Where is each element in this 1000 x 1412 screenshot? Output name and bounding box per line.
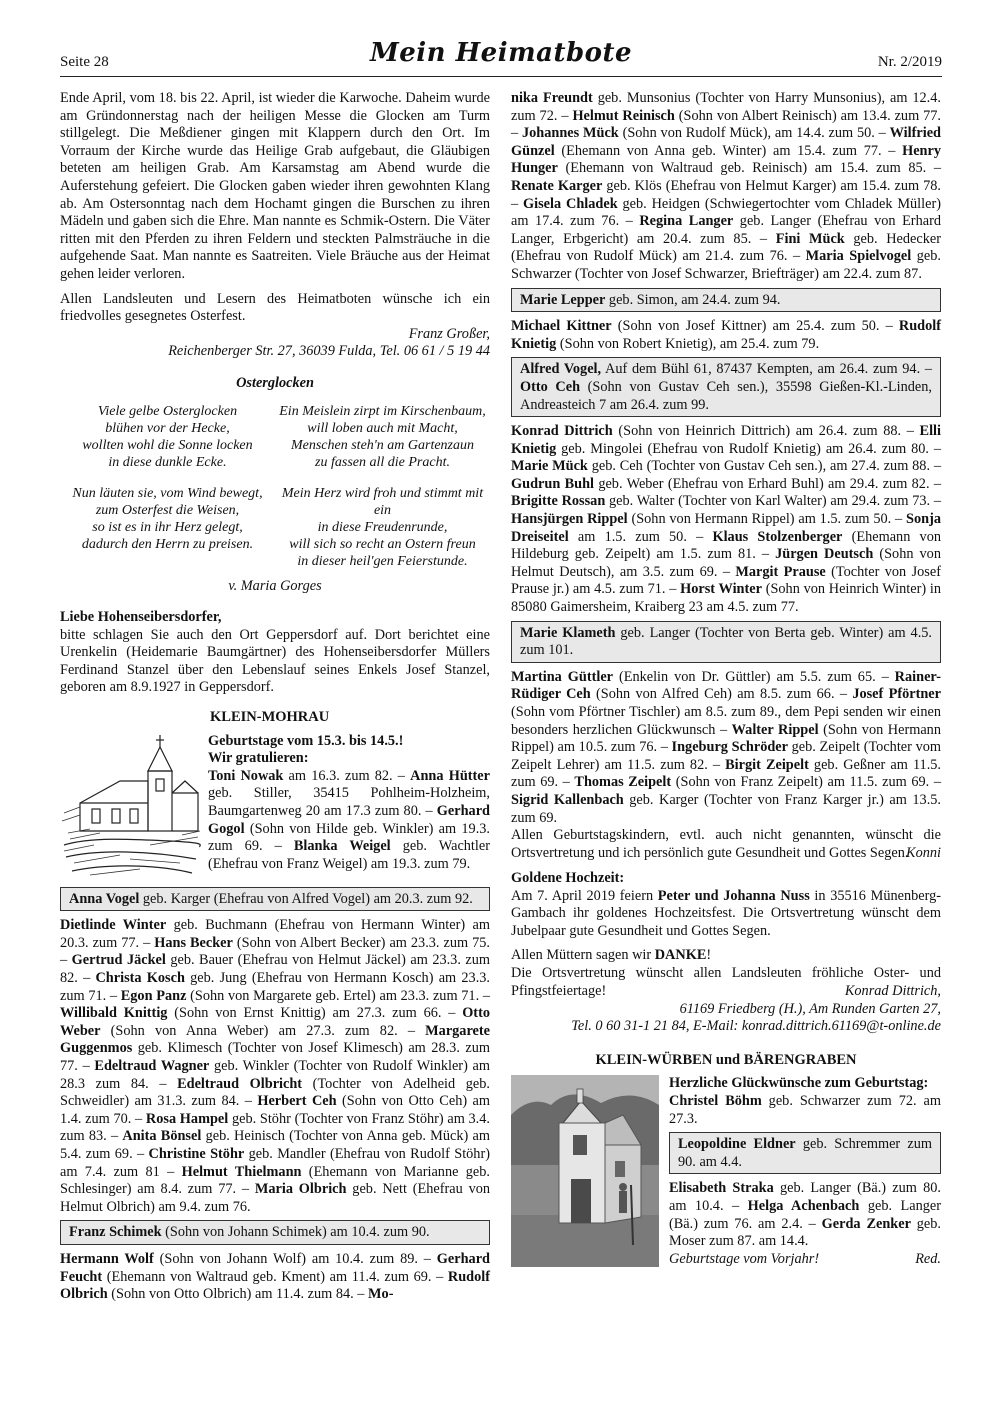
poem-stanza-3: Nun läuten sie, vom Wind bewegt, zum Osterfest die Weisen, so ist es in ihr Herz gelegt, dadurch den Herrn zu preisen.	[72, 485, 263, 552]
birthday-list: Toni Nowak am 16.3. zum 82. – Anna Hütter geb. Stiller, 35415 Pohlheim-Holzheim, Baumgartenweg 20 am 17.3 zum 80. – Gerhard Gogol (Sohn von Hilde geb. Winkler) am 19.3. zum 69. – Blanka Weigel geb. Wachtler (Ehefrau von Franz Weigel) am 19.3. zum 79.	[208, 767, 490, 872]
klein-mohrau-title: KLEIN-MOHRAU	[210, 709, 330, 726]
left-column	[60, 90, 490, 1304]
gold-text: Am 7. April 2019 feiern Peter und Johanna Nuss in 35516 Münenberg-Gambach ihr goldenes Hochzeitsfest. Die Ortsvertretung wünscht dem Jubelpaar gute Gesundheit und Gottes Segen.	[511, 887, 942, 939]
klein-wuerben-text	[669, 1075, 941, 1268]
poem-block-2	[60, 485, 490, 570]
kw-christel: Christel Böhm geb. Schwarzer zum 72. am 27.3.	[669, 1093, 941, 1127]
hohen-heading: Liebe Hohenseibersdorfer,	[60, 609, 222, 626]
page-number: Seite 28	[60, 54, 109, 70]
wish-signature: Franz Großer,	[408, 325, 490, 342]
chapel-photo	[511, 1075, 663, 1270]
greeting-address: 61169 Friedberg (H.), Am Runden Garten 27,	[679, 1000, 941, 1017]
closing-wish: Allen Geburtstagskindern, evtl. auch nicht genannten, wünscht die Ortsvertretung und ich persönlich gute Gesundheit und Gottes Segen.	[511, 827, 941, 861]
congrats-heading: Wir gratulieren:	[208, 750, 309, 767]
poem-stanza-2: Ein Meislein zirpt im Kirschenbaum, will loben auch mit Macht, Menschen steh'n am Gartenzaun zu fassen all die Pracht.	[279, 403, 486, 470]
poem-title: Osterglocken	[236, 374, 314, 391]
klein-mohrau-text	[208, 733, 490, 874]
easter-intro: Ende April, vom 18. bis 22. April, ist wieder die Karwoche. Daheim wurde am Gründonnerstag nach der heiligen Messe die Glocken am Turm stillgelegt. Die Meßdiener gingen mit Klappern durch den Ort. Im Vorraum der Kirche wurde das Heilige Grab aufgebaut, die Gläubigen beteten am heiligen Grab. Am Karsamstag am Abend wurde die Auferstehung gefeiert. Die Glocken gaben wieder ihren gewohnten Klang ab. Am Ostersonntag nach dem Hochamt gingen die Burschen zu ihren Mädeln und gaben sich die Ehre. Man nannte es Schmik-Ostern. Die Väter ritten mit den Pferden zu ihren Feldern und steckten Palmsträuche in die aufgehende Saat. Man nannte es Saatreiten. Viele Bräuche aus der Heimat gehen leider verloren.	[60, 90, 490, 282]
church-drawing	[60, 733, 208, 883]
hohen-text: bitte schlagen Sie auch den Ort Geppersdorf auf. Dort berichtet eine Urenkelin (Heidemarie Baumgärtner) des Hohenseibersdorfer Müllers Ferdinand Stanzel über den Lebenslauf seines Enkels Josef Stanzel, geboren am 8.9.1927 in Geppersdorf.	[60, 626, 490, 696]
poem-stanza-4: Mein Herz wird froh und stimmt mit ein in diese Freudenrunde, will sich so recht an Ostern freun in dieser heil'gen Feierstunde.	[281, 485, 484, 569]
klein-mohrau-section	[60, 733, 490, 883]
birthday-list: Dietlinde Winter geb. Buchmann (Ehefrau von Hermann Winter) am 20.3. zum 77. – Hans Becker (Sohn von Albert Becker) am 23.3. zum 75. – Gertrud Jäckel geb. Bauer (Ehefrau von Helmut Jäckel) am 23.3. zum 82. – Christa Kosch geb. Jung (Ehefrau von Hermann Kosch) am 23.3. zum 71. – Egon Panz (Sohn von Margarete geb. Ertel) am 23.3. zum 71. – Willibald Knittig (Sohn von Ernst Knittig) am 27.3. zum 66. – Otto Weber (Sohn von Anna Weber) am 27.3. zum 82. – Margarete Guggenmos geb. Klimesch (Tochter von Josef Klimesch) am 28.3. zum 77. – Edeltraud Wagner geb. Winkler (Tochter von Rudolf Winkler) am 28.3 zum 84. – Edeltraud Olbricht (Tochter von Adelheid geb. Schweidler) am 31.3. zum 84. – Herbert Ceh (Sohn von Otto Ceh) am 1.4. zum 70. – Rosa Hampel geb. Stöhr (Tochter von Franz Stöhr) am 3.4. zum 83. – Anita Bönsel geb. Heinisch (Tochter von Anna geb. Mück) am 5.4. zum 69. – Christine Stöhr geb. Mandler (Ehefrau von Rudolf Stöhr) am 7.4. zum 81 – Helmut Thielmann (Ehemann von Marianne geb. Schlesinger) am 8.4. zum 77. – Maria Olbrich geb. Nett (Ehefrau von Helmut Olbrich) am 9.4. zum 76.	[60, 917, 491, 1215]
closing-signature: Konni	[906, 845, 941, 862]
birthday-list: Hermann Wolf (Sohn von Johann Wolf) am 10.4. zum 89. – Gerhard Feucht (Ehemann von Waltraud geb. Kment) am 11.4. zum 69. – Rudolf Olbrich (Sohn von Otto Olbrich) am 11.4. zum 84. – Mo-	[60, 1250, 491, 1303]
kw-note: Geburtstage vom Vorjahr! Red.	[669, 1250, 941, 1267]
mothers-thanks: Allen Müttern sagen wir DANKE!	[511, 947, 712, 964]
highlight-box-leopoldine: Leopoldine Eldner geb. Schremmer zum 90. am 4.4.	[669, 1132, 941, 1174]
birthday-list: Konrad Dittrich (Sohn von Heinrich Dittrich) am 26.4. zum 88. – Elli Knietig geb. Mingolei (Ehefrau von Rudolf Knietig) am 26.4. zum 80. – Marie Mück geb. Ceh (Tochter von Gustav Ceh sen.), am 27.4. zum 88. – Gudrun Buhl geb. Weber (Ehefrau von Erhard Buhl) am 29.4. zum 82. – Brigitte Rossan geb. Walter (Tochter von Karl Walter) am 29.4. zum 73. – Hansjürgen Rippel (Sohn von Hermann Rippel) am 1.5. zum 50. – Sonja Dreiseitel am 1.5. zum 50. – Klaus Stolzenberger (Ehemann von Hildeburg geb. Zeipelt) am 1.5. zum 81. – Jürgen Deutsch (Sohn von Helmut Deutsch), am 3.5. zum 69. – Margit Prause (Tochter von Josef Prause jr.) am 4.5. zum 71. – Horst Winter (Sohn von Heinrich Winter) in 85080 Gaimersheim, Kraiberg 23 am 4.5. zum 77.	[511, 423, 942, 616]
highlight-box-anna: Anna Vogel geb. Karger (Ehefrau von Alfred Vogel) am 20.3. zum 92.	[60, 887, 490, 912]
highlight-box-marie-klameth: Marie Klameth geb. Langer (Tochter von Berta geb. Winter) am 4.5. zum 101.	[511, 621, 941, 663]
issue-number: Nr. 2/2019	[877, 54, 942, 70]
birthday-list: Martina Güttler (Enkelin von Dr. Güttler) am 5.5. zum 65. – Rainer-Rüdiger Ceh (Sohn von Alfred Ceh) am 8.5. zum 66. – Josef Pförtner (Sohn vom Pförtner Tischler) am 8.5. zum 89., dem Pepi senden wir einen besonders herzlichen Glückwunsch – Walter Rippel (Sohn von Hermann Rippel) am 10.5. zum 76. – Ingeburg Schröder geb. Zeipelt (Tochter vom Zeipelt Lehrer) am 11.5. zum 82. – Birgit Zeipelt geb. Geßner am 11.5. zum 69. – Thomas Zeipelt (Sohn von Franz Zeipelt) am 11.5. zum 69. – Sigrid Kallenbach geb. Karger (Tochter von Franz Karger jr.) am 13.5. zum 69.	[511, 668, 942, 826]
easter-wish: Allen Landsleuten und Lesern des Heimatboten wünsche ich ein friedvolles gesegnetes Osterfest.	[60, 290, 490, 325]
kw-heading: Herzliche Glückwünsche zum Geburtstag:	[669, 1075, 929, 1092]
highlight-box-franz: Franz Schimek (Sohn von Johann Schimek) am 10.4. zum 90.	[60, 1220, 490, 1245]
highlight-box-alfred-vogel: Alfred Vogel, Auf dem Bühl 61, 87437 Kempten, am 26.4. zum 94. – Otto Ceh (Sohn von Gustav Ceh sen.), 35598 Gießen-Kl.-Linden, Andreasteich 7 am 26.4. zum 99.	[511, 357, 941, 417]
greeting-contact: Tel. 0 60 31-1 21 84, E-Mail: konrad.dittrich.61169@t-online.de	[571, 1018, 941, 1035]
klein-wuerben-title: KLEIN-WÜRBEN und BÄRENGRABEN	[595, 1051, 857, 1068]
holiday-greeting: Die Ortsvertretung wünscht allen Landsleuten fröhliche Oster- und Pfingstfeiertage!	[511, 964, 941, 999]
kw-birthday-list: Elisabeth Straka geb. Langer (Bä.) zum 80. am 10.4. – Helga Achenbach geb. Langer (Bä.) zum 76. am 2.4. – Gerda Zenker geb. Moser zum 87. am 14.4.	[669, 1180, 941, 1250]
poem-block-1	[60, 403, 490, 471]
poem-stanza-1: Viele gelbe Osterglocken blühen vor der Hecke, wollten wohl die Sonne locken in diese dunkle Ecke.	[82, 403, 253, 470]
highlight-box-marie-lepper: Marie Lepper geb. Simon, am 24.4. zum 94.	[511, 288, 941, 313]
poem-author: v. Maria Gorges	[228, 577, 322, 594]
right-column	[511, 90, 941, 1270]
gold-heading: Goldene Hochzeit:	[511, 869, 625, 886]
birthday-list: Michael Kittner (Sohn von Josef Kittner) am 25.4. zum 50. – Rudolf Knietig (Sohn von Robert Knietig), am 25.4. zum 79.	[511, 318, 941, 352]
greeting-signature: Konrad Dittrich,	[844, 983, 941, 1000]
klein-wuerben-section	[511, 1075, 941, 1270]
birthday-heading: Geburtstage vom 15.3. bis 14.5.!	[208, 732, 404, 749]
page-header	[60, 38, 942, 77]
masthead-logo: Mein Heimatbote	[369, 38, 633, 68]
birthday-list: nika Freundt geb. Munsonius (Tochter von Harry Munsonius), am 12.4. zum 72. – Helmut Reinisch (Sohn von Albert Reinisch) am 13.4. zum 77. – Johannes Mück (Sohn von Rudolf Mück), am 14.4. zum 50. – Wilfried Günzel (Ehemann von Anna geb. Winter) am 15.4. zum 77. – Henry Hunger (Ehemann von Waltraud geb. Reinisch) am 15.4. zum 85. – Renate Karger geb. Klös (Ehefrau von Helmut Karger) am 15.4. zum 78. – Gisela Chladek geb. Heidgen (Schwiegertochter vom Chladek Müller) am 17.4. zum 76. – Regina Langer geb. Langer (Ehefrau von Erhard Langer, Erbgericht) am 20.4. zum 85. – Fini Mück geb. Hedecker (Ehefrau von Rudolf Mück) am 21.4. zum 76. – Maria Spielvogel geb. Schwarzer (Tochter von Josef Schwarzer, Briefträger) am 22.4. zum 87.	[511, 90, 942, 282]
wish-address: Reichenberger Str. 27, 36039 Fulda, Tel. 06 61 / 5 19 44	[168, 343, 490, 360]
